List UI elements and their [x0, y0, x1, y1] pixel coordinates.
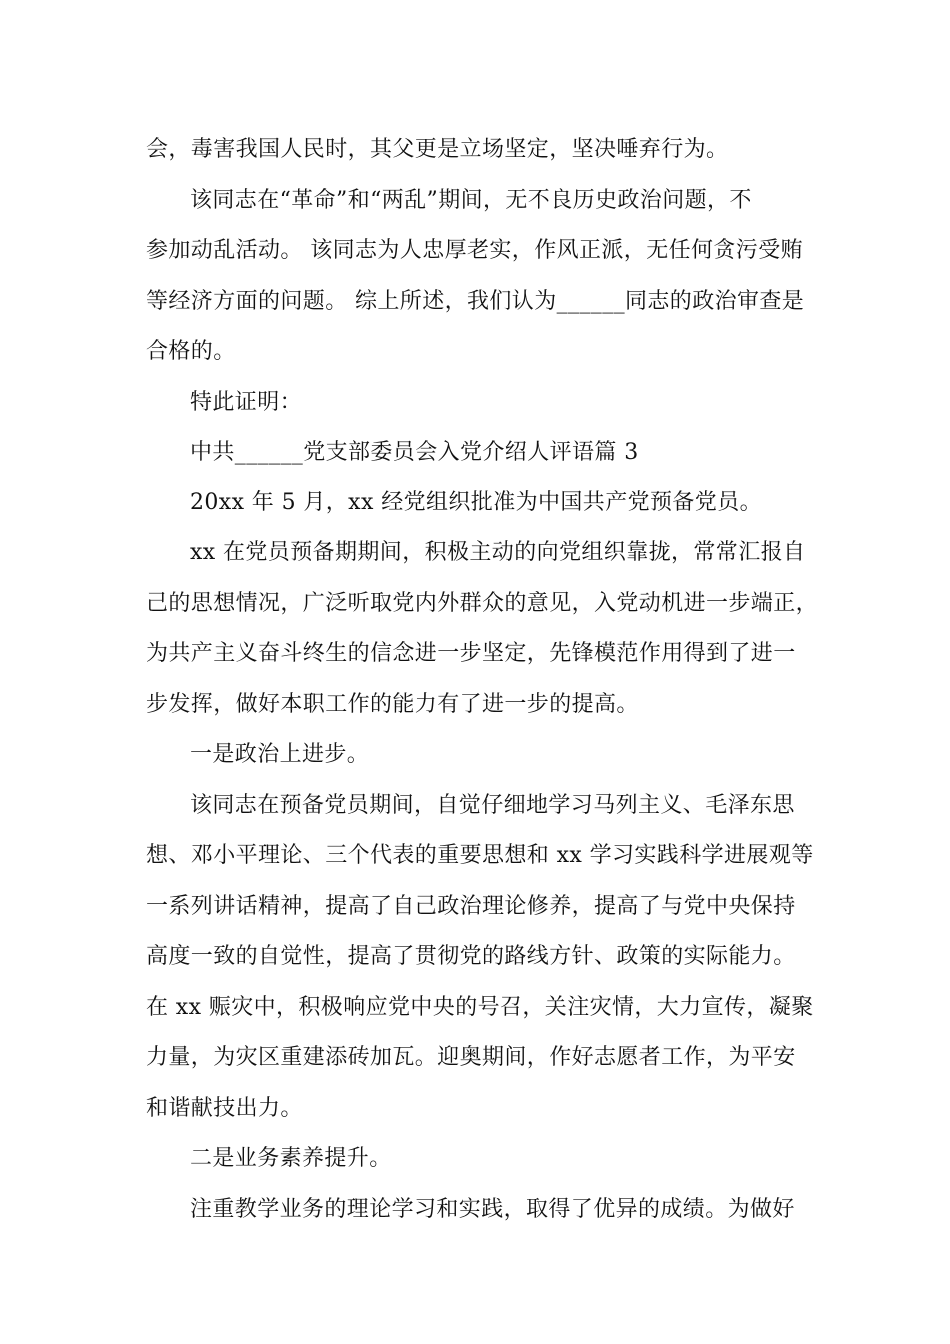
text-line: 己的思想情况，广泛听取党内外群众的意见，入党动机进一步端正，	[146, 591, 819, 616]
text-line: 二是业务素养提升。	[190, 1146, 392, 1171]
text-line: 想、邓小平理论、三个代表的重要思想和 xx 学习实践科学进展观等	[146, 843, 814, 868]
text-line: 该同志在“革命”和“两乱”期间，无不良历史政治问题，不	[190, 188, 752, 213]
text-line: 高度一致的自觉性，提高了贯彻党的路线方针、政策的实际能力。	[146, 944, 796, 969]
text-line: 在 xx 赈灾中，积极响应党中央的号召，关注灾情，大力宣传，凝聚	[146, 995, 814, 1020]
text-line: 为共产主义奋斗终生的信念进一步坚定，先锋模范作用得到了进一	[146, 641, 796, 666]
text-line: 和谐献技出力。	[146, 1096, 303, 1121]
text-line: 步发挥，做好本职工作的能力有了进一步的提高。	[146, 692, 639, 717]
text-line: 一是政治上进步。	[190, 742, 370, 767]
text-line: 力量，为灾区重建添砖加瓦。迎奥期间，作好志愿者工作，为平安	[146, 1045, 796, 1070]
text-line: 等经济方面的问题。 综上所述，我们认为______同志的政治审查是	[146, 289, 805, 314]
text-line: 该同志在预备党员期间，自觉仔细地学习马列主义、毛泽东思	[190, 793, 795, 818]
text-line: 注重教学业务的理论学习和实践，取得了优异的成绩。为做好	[190, 1197, 795, 1222]
text-line: 中共______党支部委员会入党介绍人评语篇 3	[190, 440, 639, 465]
text-line: 一系列讲话精神，提高了自己政治理论修养，提高了与党中央保持	[146, 894, 796, 919]
text-line: xx 在党员预备期期间，积极主动的向党组织靠拢，常常汇报自	[190, 540, 806, 565]
text-line: 参加动乱活动。 该同志为人忠厚老实，作风正派，无任何贪污受贿	[146, 238, 803, 263]
text-line: 合格的。	[146, 339, 236, 364]
text-line: 20xx 年 5 月，xx 经党组织批准为中国共产党预备党员。	[190, 490, 762, 515]
text-line: 会，毒害我国人民时，其父更是立场坚定，坚决唾弃行为。	[146, 137, 729, 162]
text-line: 特此证明：	[190, 390, 303, 415]
